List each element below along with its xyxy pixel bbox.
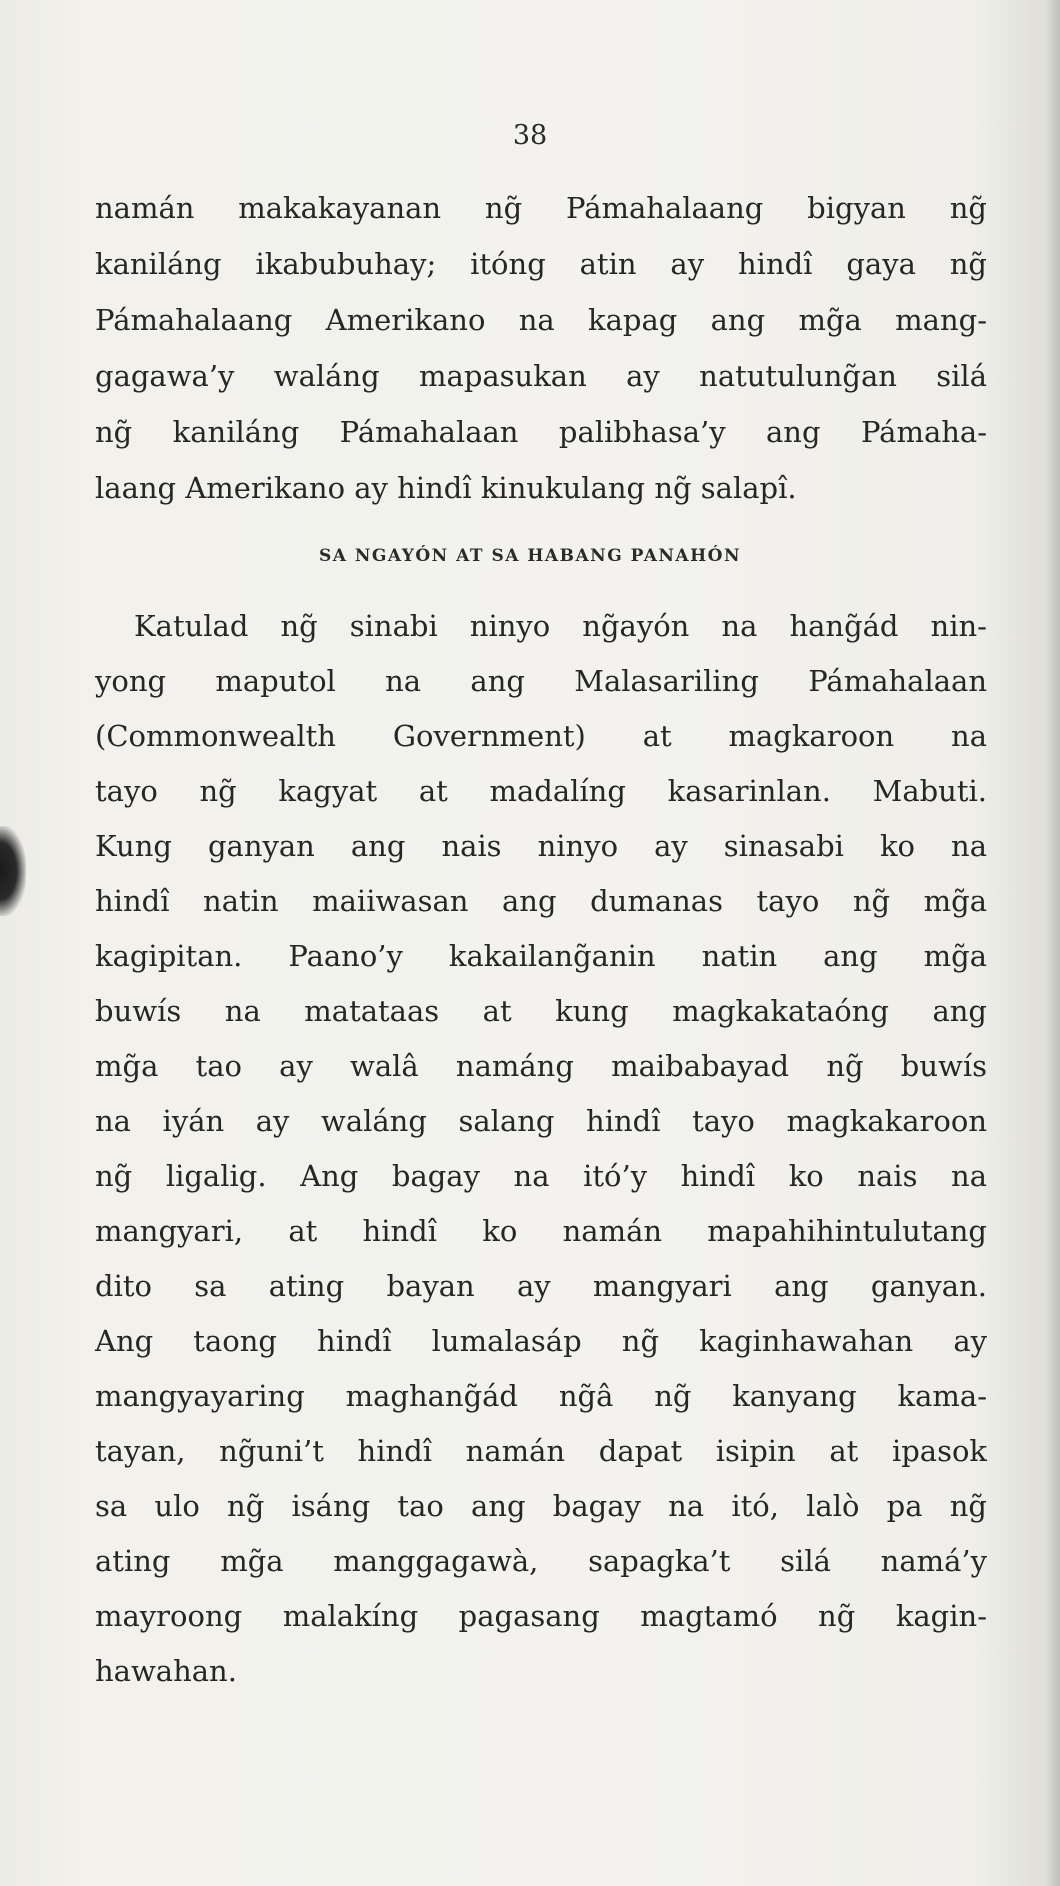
text-line: ng̃ kaniláng Pámahalaan palibhasa’y ang Pámaha-	[95, 415, 987, 449]
page-edge-shadow	[1046, 0, 1060, 1886]
text-line: sa ulo ng̃ isáng tao ang bagay na itó, lalò pa ng̃	[95, 1489, 987, 1523]
text-line: mg̃a tao ay walâ namáng maibabayad ng̃ buwís	[95, 1049, 987, 1083]
text-line: hawahan.	[95, 1654, 237, 1688]
text-line: ating mg̃a manggagawà, sapagka’t silá namá’y	[95, 1544, 987, 1578]
section-heading: SA NGAYÓN AT SA HABANG PANAHÓN	[318, 546, 742, 566]
text-line: namán makakayanan ng̃ Pámahalaang bigyan ng̃	[95, 191, 987, 225]
text-line: Kung ganyan ang nais ninyo ay sinasabi ko na	[95, 829, 987, 863]
text-line: mayroong malakíng pagasang magtamó ng̃ kagin-	[95, 1599, 987, 1633]
text-line: hindî natin maiiwasan ang dumanas tayo ng̃ mg̃a	[95, 884, 987, 918]
page-number: 38	[512, 120, 548, 151]
text-line: laang Amerikano ay hindî kinukulang ng̃ salapî.	[95, 471, 797, 505]
text-line: dito sa ating bayan ay mangyari ang ganyan.	[95, 1269, 987, 1303]
text-line: tayo ng̃ kagyat at madalíng kasarinlan. Mabuti.	[95, 774, 987, 808]
text-line: na iyán ay waláng salang hindî tayo magkakaroon	[95, 1104, 987, 1138]
binding-mark	[0, 826, 26, 916]
text-line: kaniláng ikabubuhay; itóng atin ay hindî gaya ng̃	[95, 247, 987, 281]
text-line: buwís na matataas at kung magkakataóng ang	[95, 994, 987, 1028]
text-line: mangyari, at hindî ko namán mapahihintulutang	[95, 1214, 987, 1248]
text-line: tayan, ng̃uni’t hindî namán dapat isipin at ipasok	[95, 1434, 987, 1468]
text-line: Katulad ng̃ sinabi ninyo ng̃ayón na hang̃ád nin-	[134, 609, 987, 643]
text-line: Pámahalaang Amerikano na kapag ang mg̃a mang-	[95, 303, 987, 337]
text-line: ng̃ ligalig. Ang bagay na itó’y hindî ko nais na	[95, 1159, 987, 1193]
text-line: Ang taong hindî lumalasáp ng̃ kaginhawahan ay	[95, 1324, 987, 1358]
text-line: mangyayaring maghang̃ád ng̃â ng̃ kanyang kama-	[95, 1379, 987, 1413]
text-line: yong maputol na ang Malasariling Pámahalaan	[95, 664, 987, 698]
text-line: kagipitan. Paano’y kakailang̃anin natin ang mg̃a	[95, 939, 987, 973]
text-line: gagawa’y waláng mapasukan ay natutulung̃an silá	[95, 359, 987, 393]
text-line: (Commonwealth Government) at magkaroon na	[95, 719, 987, 753]
